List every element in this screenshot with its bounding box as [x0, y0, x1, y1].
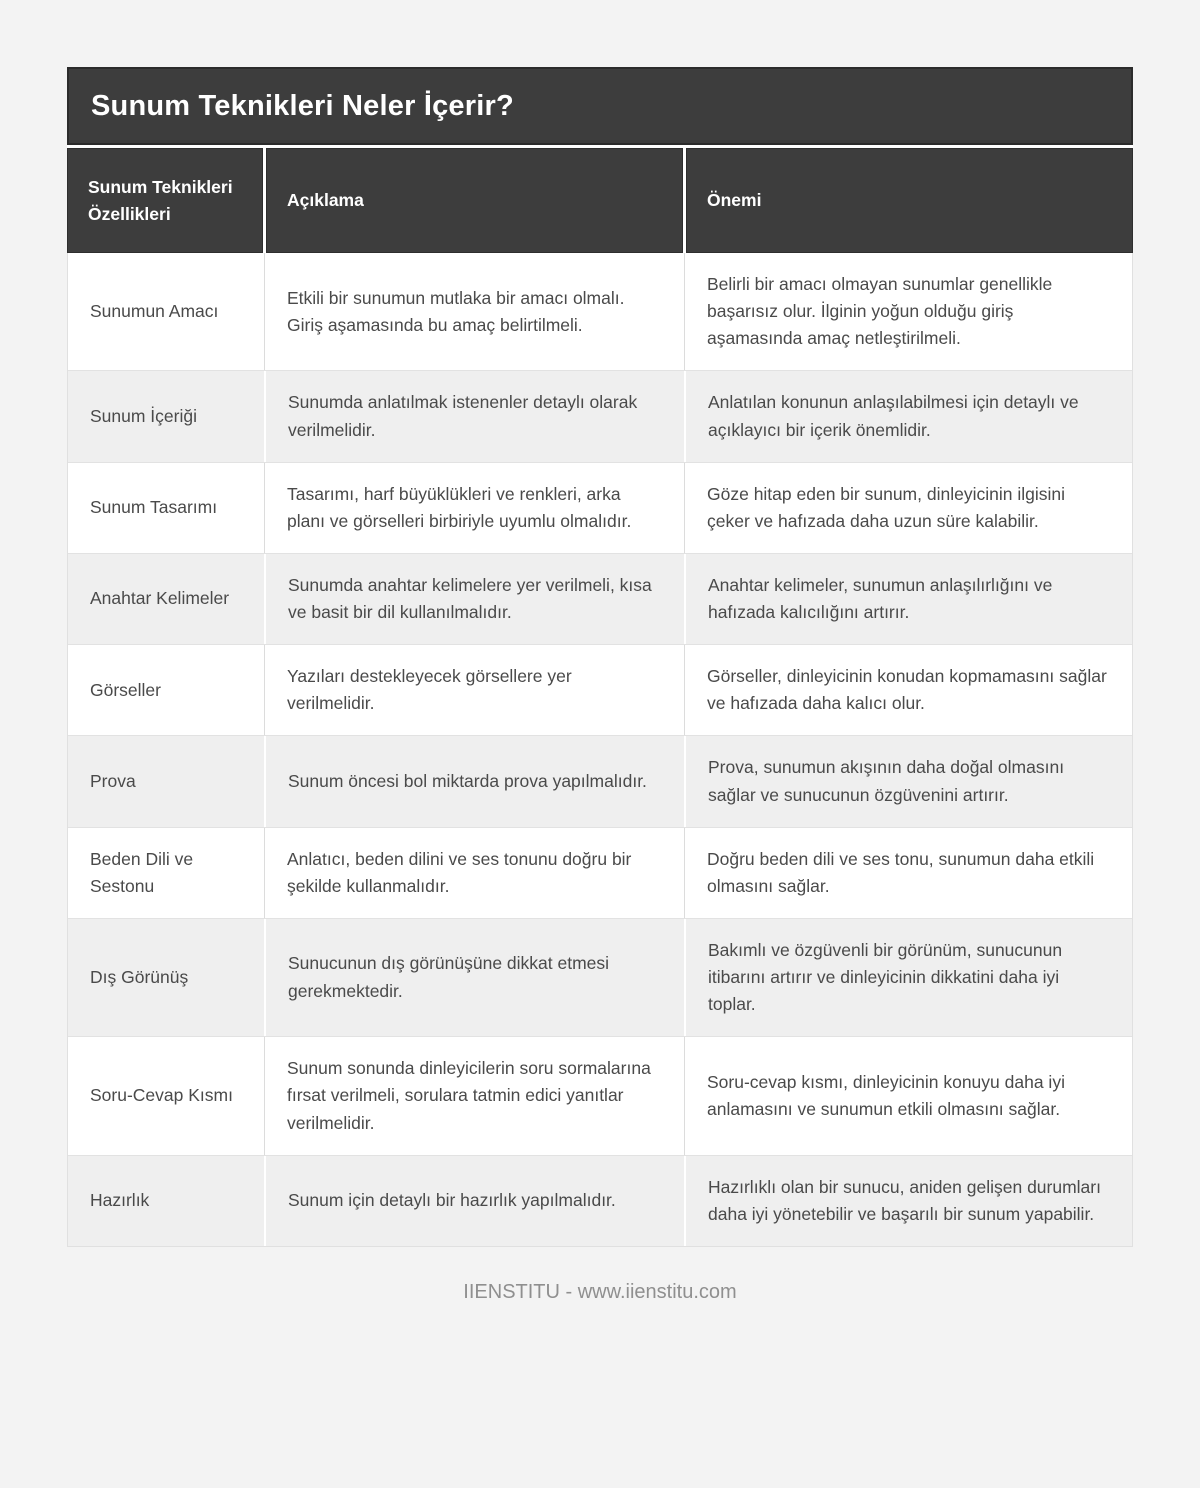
- onemi-cell: [684, 645, 1132, 735]
- footer-credit: IIENSTITU - www.iienstitu.com: [463, 1280, 737, 1303]
- aciklama-cell: [264, 554, 684, 644]
- aciklama-text: Tasarımı, harf büyüklükleri ve renkleri, arka planı ve görselleri birbiriyle uyumlu olmalıdır.: [287, 483, 632, 531]
- aciklama-cell: [264, 371, 684, 461]
- onemi-text: Göze hitap eden bir sunum, dinleyicinin ilgisini çeker ve hafızada daha uzun süre kalabilir.: [707, 483, 1065, 531]
- aciklama-text: Sunum öncesi bol miktarda prova yapılmalıdır.: [288, 770, 647, 791]
- onemi-cell: [684, 1037, 1132, 1154]
- feature-cell: [68, 1037, 264, 1154]
- onemi-text: Soru-cevap kısmı, dinleyicinin konuyu daha iyi anlamasını ve sunumun etkili olmasını sağlar.: [707, 1071, 1065, 1119]
- feature-text: Prova: [90, 770, 136, 791]
- feature-cell: [68, 828, 264, 918]
- aciklama-cell: [264, 645, 684, 735]
- table-row: [68, 1155, 1132, 1246]
- feature-cell: [68, 463, 264, 553]
- feature-text: Beden Dili ve Sestonu: [90, 848, 194, 896]
- feature-text: Dış Görünüş: [90, 967, 189, 987]
- feature-text: Soru-Cevap Kısmı: [90, 1085, 233, 1106]
- onemi-cell: [684, 371, 1132, 461]
- onemi-text: Görseller, dinleyicinin konudan kopmamasını sağlar ve hafızada daha kalıcı olur.: [707, 666, 1107, 714]
- feature-cell: [68, 554, 264, 644]
- feature-text: Sunum Tasarımı: [90, 497, 218, 518]
- table-body: [67, 253, 1133, 1247]
- column-header-onemi: Önemi: [686, 148, 1133, 253]
- table-header-row: [67, 148, 1133, 253]
- table-row: [68, 1036, 1132, 1154]
- table-row: [68, 827, 1132, 918]
- aciklama-cell: [264, 253, 684, 370]
- aciklama-text: Anlatıcı, beden dilini ve ses tonunu doğru bir şekilde kullanmalıdır.: [287, 848, 632, 896]
- aciklama-text: Sunum için detaylı bir hazırlık yapılmalıdır.: [288, 1190, 616, 1211]
- feature-text: Anahtar Kelimeler: [90, 588, 230, 609]
- table-row: [68, 553, 1132, 644]
- title-bar: [67, 67, 1133, 145]
- aciklama-cell: [264, 1156, 684, 1246]
- onemi-cell: [684, 919, 1132, 1036]
- feature-cell: [68, 253, 264, 370]
- table-row: [68, 462, 1132, 553]
- onemi-cell: [684, 736, 1132, 826]
- feature-text: Görseller: [90, 679, 161, 700]
- aciklama-text: Yazıları destekleyecek görsellere yer verilmelidir.: [287, 666, 572, 714]
- feature-text: Sunum İçeriği: [90, 405, 197, 426]
- aciklama-cell: [264, 828, 684, 918]
- feature-text: Sunumun Amacı: [90, 301, 219, 322]
- feature-cell: [68, 736, 264, 826]
- table-card: [67, 67, 1133, 1247]
- onemi-cell: [684, 1156, 1132, 1246]
- onemi-cell: [684, 253, 1132, 370]
- table-row: [68, 370, 1132, 461]
- aciklama-text: Sunucunun dış görünüşüne dikkat etmesi gerekmektedir.: [288, 953, 610, 1001]
- onemi-text: Belirli bir amacı olmayan sunumlar genellikle başarısız olur. İlginin yoğun olduğu giriş aşamasında amaç netleştirilmeli.: [707, 274, 1053, 349]
- onemi-cell: [684, 554, 1132, 644]
- aciklama-text: Sunumda anlatılmak istenenler detaylı olarak verilmelidir.: [288, 392, 638, 440]
- onemi-text: Prova, sunumun akışının daha doğal olmasını sağlar ve sunucunun özgüvenini artırır.: [708, 757, 1065, 805]
- onemi-text: Bakımlı ve özgüvenli bir görünüm, sunucunun itibarını artırır ve dinleyicinin dikkatini daha iyi toplar.: [708, 939, 1063, 1015]
- onemi-text: Anahtar kelimeler, sunumun anlaşılırlığını ve hafızada kalıcılığını artırır.: [708, 574, 1053, 622]
- feature-cell: [68, 1156, 264, 1246]
- feature-cell: [68, 371, 264, 461]
- aciklama-cell: [264, 736, 684, 826]
- feature-text: Hazırlık: [90, 1190, 150, 1211]
- onemi-text: Anlatılan konunun anlaşılabilmesi için detaylı ve açıklayıcı bir içerik önemlidir.: [708, 392, 1079, 440]
- aciklama-text: Etkili bir sunumun mutlaka bir amacı olmalı. Giriş aşamasında bu amaç belirtilmeli.: [287, 287, 625, 335]
- table-row: [68, 735, 1132, 826]
- table-row: [68, 918, 1132, 1036]
- page-title: Sunum Teknikleri Neler İçerir?: [91, 89, 514, 122]
- onemi-text: Hazırlıklı olan bir sunucu, aniden gelişen durumları daha iyi yönetebilir ve başarılı bir sunum yapabilir.: [708, 1176, 1101, 1224]
- aciklama-cell: [264, 1037, 684, 1154]
- onemi-text: Doğru beden dili ve ses tonu, sunumun daha etkili olmasını sağlar.: [707, 848, 1095, 896]
- aciklama-text: Sunum sonunda dinleyicilerin soru sormalarına fırsat verilmeli, sorulara tatmin edici yanıtlar verilmelidir.: [287, 1058, 651, 1133]
- aciklama-cell: [264, 463, 684, 553]
- column-header-feature: Sunum Teknikleri Özellikleri: [67, 148, 263, 253]
- table-row: [68, 644, 1132, 735]
- feature-cell: [68, 919, 264, 1036]
- onemi-cell: [684, 828, 1132, 918]
- onemi-cell: [684, 463, 1132, 553]
- aciklama-cell: [264, 919, 684, 1036]
- column-header-aciklama: Açıklama: [266, 148, 683, 253]
- aciklama-text: Sunumda anahtar kelimelere yer verilmeli, kısa ve basit bir dil kullanılmalıdır.: [288, 574, 652, 622]
- table-row: [68, 253, 1132, 370]
- feature-cell: [68, 645, 264, 735]
